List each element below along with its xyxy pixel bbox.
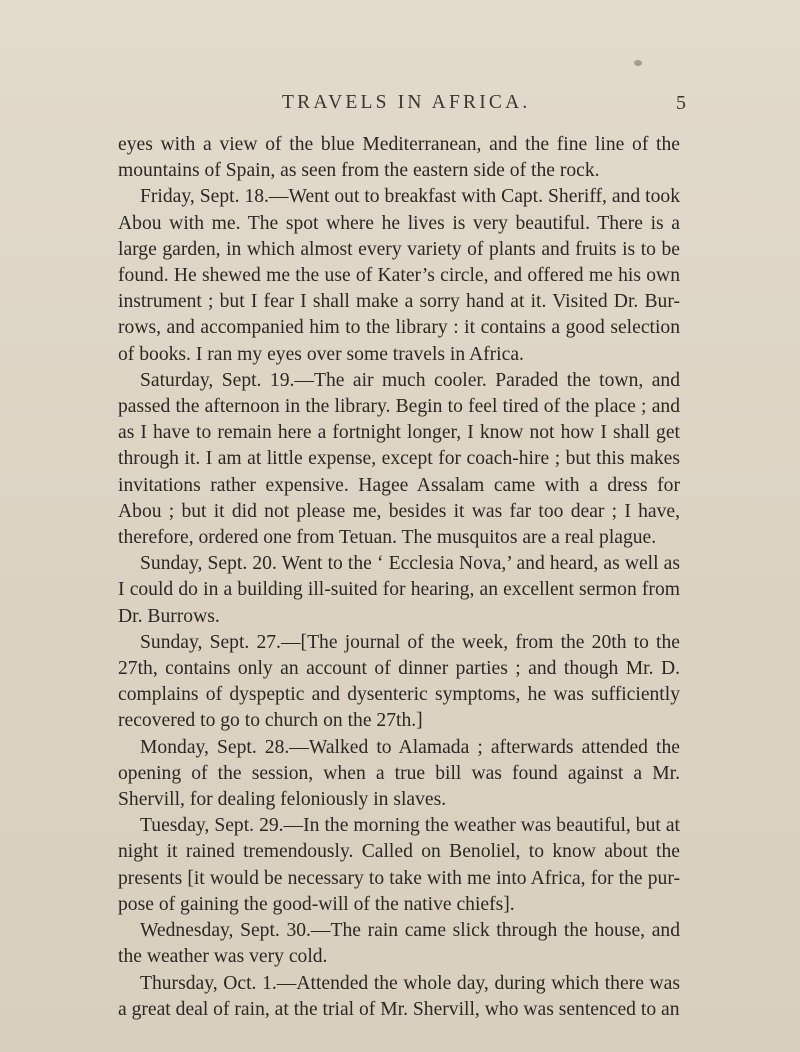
body-text — [118, 132, 680, 1023]
paragraph-sept-27: Sunday, Sept. 27.—[The journal of the week, from the 20th to the 27th, contains only an account of dinner parties ; and though Mr. D. complains of dyspeptic and dysenteric symptoms, he was sufficiently recovered to go to church on the 27th.] — [118, 631, 680, 732]
paragraph-sept-19: Saturday, Sept. 19.—The air much cooler. Paraded the town, and passed the afternoon in the library. Begin to feel tired of the place ; and as I have to remain here a fortnight longer, I know not how I shall get through it. I am at little expense, except for coach-hire ; but this makes invitations rather expensive. Hagee Assalam came with a dress for Abou ; but it did not please me, besides it was far too dear ; I have, therefore, ordered one from Tetuan. The musquitos are a real plague. — [118, 369, 680, 549]
page-number: 5 — [676, 92, 686, 114]
paragraph-sept-28: Monday, Sept. 28.—Walked to Alamada ; afterwards attended the opening of the session, when a true bill was found against a Mr. Shervill, for dealing feloniously in slaves. — [118, 736, 680, 811]
paragraph-sept-20: Sunday, Sept. 20. Went to the ‘ Ecclesia Nova,’ and heard, as well as I could do in a building ill-suited for hearing, an excellent sermon from Dr. Burrows. — [118, 553, 680, 627]
paragraph-continuation: eyes with a view of the blue Mediterranean, and the fine line of the mountains of Spain, as seen from the eastern side of the rock. — [118, 134, 680, 182]
running-head — [0, 92, 800, 122]
paragraph-sept-29: Tuesday, Sept. 29.—In the morning the weather was beautiful, but at night it rained tremendously. Called on Benoliel, to know about the presents [it would be necessary to take with me into Africa, for the pur-pose of gaining the good-will of the native chiefs]. — [118, 815, 680, 915]
paragraph-oct-1: Thursday, Oct. 1.—Attended the whole day, during which there was a great deal of rain, at the trial of Mr. Shervill, who was sentenced to an — [118, 972, 680, 1020]
paragraph-sept-30: Wednesday, Sept. 30.—The rain came slick through the house, and the weather was very cold. — [118, 920, 680, 968]
ink-smudge — [634, 60, 642, 66]
running-head-title: TRAVELS IN AFRICA. — [282, 92, 531, 113]
paragraph-sept-18: Friday, Sept. 18.—Went out to breakfast with Capt. Sheriff, and took Abou with me. The spot where he lives is very beautiful. There is a large garden, in which almost every variety of plants and fruits is to be found. He shewed me the use of Kater’s circle, and offered me his own instrument ; but I fear I shall make a sorry hand at it. Visited Dr. Bur-rows, and accompanied him to the library : it contains a good selection of books. I ran my eyes over some travels in Africa. — [118, 186, 680, 365]
